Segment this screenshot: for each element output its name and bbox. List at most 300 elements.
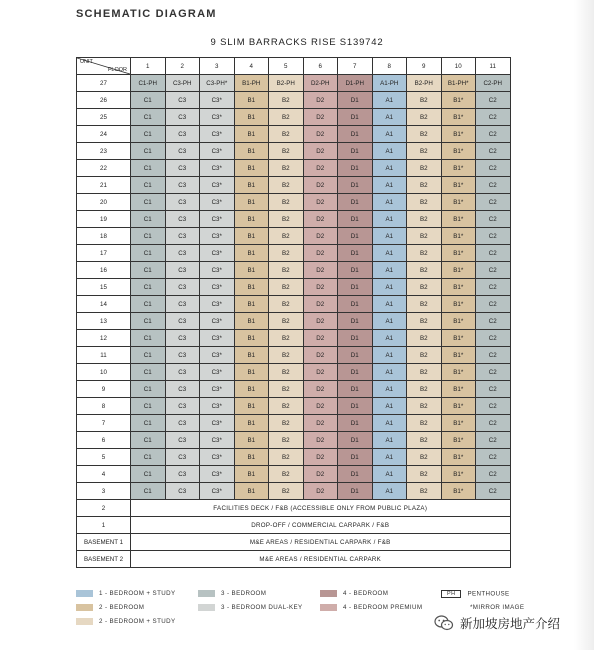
- unit-cell: C3: [165, 211, 200, 228]
- unit-cell: B2: [269, 177, 304, 194]
- floor-row: [77, 551, 511, 568]
- unit-cell: B1*: [441, 313, 476, 330]
- unit-cell: D1: [338, 245, 373, 262]
- unit-cell: C3: [165, 364, 200, 381]
- unit-cell: D2: [303, 313, 338, 330]
- unit-cell: B2: [407, 313, 442, 330]
- unit-cell: C3: [165, 92, 200, 109]
- legend-label: 3 - BEDROOM: [221, 590, 267, 598]
- floor-label: 18: [77, 228, 131, 245]
- unit-column-header: 1: [131, 58, 166, 75]
- table-corner-cell: [77, 58, 131, 75]
- unit-cell: B1*: [441, 415, 476, 432]
- floor-label: BASEMENT 1: [77, 534, 131, 551]
- legend-label: 2 - BEDROOM: [99, 604, 145, 612]
- floor-row: [77, 449, 511, 466]
- unit-cell: C2: [476, 92, 511, 109]
- legend-swatch: [76, 618, 93, 625]
- unit-cell: B2: [407, 177, 442, 194]
- floor-row: [77, 75, 511, 92]
- unit-cell: B2: [407, 296, 442, 313]
- unit-cell: D2: [303, 449, 338, 466]
- floor-label: 9: [77, 381, 131, 398]
- legend-item-3br-dual-key: [198, 604, 303, 611]
- unit-cell: C3: [165, 398, 200, 415]
- unit-cell: C3*: [200, 483, 235, 500]
- unit-cell: D1: [338, 262, 373, 279]
- legend-label: 3 - BEDROOM DUAL-KEY: [221, 604, 303, 612]
- project-address: 9 SLIM BARRACKS RISE S139742: [210, 37, 384, 48]
- unit-cell: D2: [303, 228, 338, 245]
- unit-cell: D1: [338, 279, 373, 296]
- floor-usage-cell: DROP-OFF / COMMERCIAL CARPARK / F&B: [131, 517, 511, 534]
- unit-cell: B2: [407, 92, 442, 109]
- unit-cell: B1: [234, 432, 269, 449]
- unit-cell: B1-PH: [234, 75, 269, 92]
- unit-cell: B1*: [441, 296, 476, 313]
- unit-cell: B1*: [441, 432, 476, 449]
- floor-row: [77, 211, 511, 228]
- unit-cell: B2: [269, 415, 304, 432]
- floor-row: [77, 126, 511, 143]
- unit-cell: C1: [131, 313, 166, 330]
- floor-label: 17: [77, 245, 131, 262]
- unit-cell: B1: [234, 126, 269, 143]
- unit-cell: D2: [303, 415, 338, 432]
- unit-cell: C1: [131, 432, 166, 449]
- floor-row: [77, 279, 511, 296]
- legend-item-2br: [76, 604, 144, 611]
- unit-cell: D1: [338, 211, 373, 228]
- unit-cell: D1: [338, 381, 373, 398]
- unit-cell: B2: [407, 194, 442, 211]
- wechat-account-name: 新加坡房地产介绍: [460, 617, 561, 631]
- floor-row: [77, 194, 511, 211]
- floor-label: 24: [77, 126, 131, 143]
- unit-cell: D1: [338, 432, 373, 449]
- floor-row: [77, 262, 511, 279]
- unit-cell: C3: [165, 449, 200, 466]
- unit-cell: C2: [476, 143, 511, 160]
- unit-cell: C2: [476, 432, 511, 449]
- unit-cell: B2: [407, 211, 442, 228]
- unit-cell: B1: [234, 313, 269, 330]
- unit-cell: C1: [131, 143, 166, 160]
- unit-cell: C1: [131, 398, 166, 415]
- unit-cell: B2: [269, 398, 304, 415]
- floor-label: 22: [77, 160, 131, 177]
- unit-cell: C1: [131, 177, 166, 194]
- unit-cell: A1: [372, 245, 407, 262]
- unit-cell: D2: [303, 296, 338, 313]
- unit-cell: B2: [407, 143, 442, 160]
- unit-cell: C3: [165, 160, 200, 177]
- unit-cell: C3: [165, 330, 200, 347]
- unit-cell: B1*: [441, 211, 476, 228]
- unit-cell: B2: [407, 245, 442, 262]
- unit-cell: D1: [338, 313, 373, 330]
- floor-usage-cell: M&E AREAS / RESIDENTIAL CARPARK / F&B: [131, 534, 511, 551]
- floor-row: [77, 432, 511, 449]
- unit-cell: C3*: [200, 330, 235, 347]
- unit-cell: A1: [372, 432, 407, 449]
- unit-cell: C1: [131, 109, 166, 126]
- unit-column-header: 2: [165, 58, 200, 75]
- unit-cell: D2: [303, 483, 338, 500]
- legend-item-1br-study: [76, 590, 176, 597]
- unit-column-header: 7: [338, 58, 373, 75]
- unit-cell: C2: [476, 313, 511, 330]
- unit-cell: C3*: [200, 347, 235, 364]
- floor-row: [77, 330, 511, 347]
- floor-row: [77, 245, 511, 262]
- unit-cell: C2: [476, 415, 511, 432]
- unit-cell: C3*: [200, 279, 235, 296]
- unit-cell: C3*: [200, 160, 235, 177]
- unit-cell: D2: [303, 330, 338, 347]
- floor-row: [77, 143, 511, 160]
- unit-cell: D1: [338, 398, 373, 415]
- unit-cell: B2: [269, 364, 304, 381]
- unit-cell: B1: [234, 160, 269, 177]
- unit-cell: B2: [407, 109, 442, 126]
- unit-cell: C3*: [200, 313, 235, 330]
- unit-cell: B1-PH*: [441, 75, 476, 92]
- unit-cell: C1: [131, 92, 166, 109]
- floor-label: BASEMENT 2: [77, 551, 131, 568]
- unit-cell: B2: [269, 109, 304, 126]
- unit-cell: D2: [303, 177, 338, 194]
- unit-cell: C3-PH*: [200, 75, 235, 92]
- unit-cell: C3: [165, 466, 200, 483]
- unit-cell: B1: [234, 381, 269, 398]
- floor-row: [77, 160, 511, 177]
- unit-cell: B1: [234, 194, 269, 211]
- unit-cell: C3*: [200, 126, 235, 143]
- floor-label: 15: [77, 279, 131, 296]
- unit-cell: A1: [372, 398, 407, 415]
- unit-cell: B2: [407, 381, 442, 398]
- unit-cell: B2-PH: [269, 75, 304, 92]
- floor-label: 10: [77, 364, 131, 381]
- unit-cell: B2: [269, 466, 304, 483]
- floor-row: [77, 415, 511, 432]
- unit-cell: B1: [234, 92, 269, 109]
- unit-cell: C1: [131, 160, 166, 177]
- unit-cell: B2: [407, 364, 442, 381]
- unit-cell: B1*: [441, 483, 476, 500]
- unit-cell: C1: [131, 415, 166, 432]
- unit-cell: C2: [476, 228, 511, 245]
- unit-cell: D1: [338, 296, 373, 313]
- unit-cell: B2: [269, 330, 304, 347]
- legend-swatch: [198, 604, 215, 611]
- unit-cell: D2: [303, 432, 338, 449]
- unit-cell: B2: [269, 279, 304, 296]
- floor-row: [77, 364, 511, 381]
- unit-cell: B1: [234, 211, 269, 228]
- unit-cell: D2: [303, 143, 338, 160]
- unit-cell: A1: [372, 466, 407, 483]
- wechat-icon: [434, 615, 454, 631]
- floor-label: 7: [77, 415, 131, 432]
- unit-cell: A1: [372, 347, 407, 364]
- unit-cell: D1: [338, 126, 373, 143]
- unit-cell: B2: [269, 262, 304, 279]
- floor-label: 21: [77, 177, 131, 194]
- unit-cell: C2: [476, 126, 511, 143]
- unit-cell: A1: [372, 92, 407, 109]
- unit-cell: C3*: [200, 381, 235, 398]
- floor-row: [77, 177, 511, 194]
- unit-cell: C1: [131, 347, 166, 364]
- unit-cell: B1: [234, 143, 269, 160]
- unit-cell: C2: [476, 364, 511, 381]
- unit-cell: C3*: [200, 211, 235, 228]
- unit-cell: C3*: [200, 398, 235, 415]
- unit-cell: D2: [303, 364, 338, 381]
- floor-row: [77, 466, 511, 483]
- unit-cell: A1: [372, 109, 407, 126]
- unit-cell: B2: [407, 449, 442, 466]
- unit-cell: C2: [476, 211, 511, 228]
- unit-cell: C3*: [200, 262, 235, 279]
- legend-swatch: [320, 590, 337, 597]
- legend-label: 2 - BEDROOM + STUDY: [99, 618, 176, 626]
- unit-cell: D2: [303, 211, 338, 228]
- unit-cell: C2-PH: [476, 75, 511, 92]
- unit-cell: B1*: [441, 177, 476, 194]
- unit-cell: D1: [338, 483, 373, 500]
- legend-item-penthouse: [441, 590, 510, 598]
- legend-item-4br-premium: [320, 604, 422, 611]
- unit-cell: B1: [234, 177, 269, 194]
- unit-cell: D1: [338, 228, 373, 245]
- unit-cell: C3*: [200, 228, 235, 245]
- legend-item-2br-study: [76, 618, 176, 625]
- unit-cell: B1*: [441, 347, 476, 364]
- unit-cell: B2: [269, 296, 304, 313]
- unit-cell: B1: [234, 262, 269, 279]
- legend-item-4br: [320, 590, 388, 597]
- legend-item-3br: [198, 590, 266, 597]
- floor-label: 13: [77, 313, 131, 330]
- unit-cell: B1: [234, 109, 269, 126]
- unit-column-header: 11: [476, 58, 511, 75]
- unit-cell: D2: [303, 279, 338, 296]
- unit-cell: B2: [269, 160, 304, 177]
- unit-cell: B1*: [441, 279, 476, 296]
- unit-cell: C2: [476, 177, 511, 194]
- unit-cell: B2: [269, 449, 304, 466]
- unit-cell: C3: [165, 245, 200, 262]
- unit-cell: B2: [269, 313, 304, 330]
- unit-cell: B2: [269, 126, 304, 143]
- unit-cell: A1: [372, 296, 407, 313]
- floor-label: 23: [77, 143, 131, 160]
- unit-cell: B1*: [441, 160, 476, 177]
- unit-cell: B2: [407, 330, 442, 347]
- unit-cell: C3: [165, 262, 200, 279]
- unit-column-header: 5: [269, 58, 304, 75]
- unit-cell: C3*: [200, 364, 235, 381]
- unit-cell: B2: [407, 415, 442, 432]
- unit-cell: C2: [476, 296, 511, 313]
- unit-cell: A1: [372, 279, 407, 296]
- floor-label: 2: [77, 500, 131, 517]
- unit-cell: C1: [131, 126, 166, 143]
- unit-cell: D2: [303, 262, 338, 279]
- unit-cell: C3: [165, 432, 200, 449]
- floor-label: 11: [77, 347, 131, 364]
- unit-cell: B2: [269, 245, 304, 262]
- floor-label: 1: [77, 517, 131, 534]
- unit-cell: B2: [269, 228, 304, 245]
- legend-label: 1 - BEDROOM + STUDY: [99, 590, 176, 598]
- corner-floor-label: FLOOR: [108, 67, 127, 73]
- unit-cell: C3: [165, 279, 200, 296]
- unit-cell: C3*: [200, 92, 235, 109]
- unit-cell: C3: [165, 296, 200, 313]
- unit-cell: D1: [338, 194, 373, 211]
- unit-column-header: 4: [234, 58, 269, 75]
- unit-cell: B1*: [441, 398, 476, 415]
- unit-column-header: 3: [200, 58, 235, 75]
- page-heading: SCHEMATIC DIAGRAM: [76, 8, 217, 20]
- unit-cell: C3: [165, 347, 200, 364]
- header-row: [77, 58, 511, 75]
- unit-cell: C2: [476, 279, 511, 296]
- unit-cell: D1: [338, 347, 373, 364]
- unit-cell: B1*: [441, 194, 476, 211]
- legend-label: 4 - BEDROOM: [343, 590, 389, 598]
- unit-cell: C2: [476, 381, 511, 398]
- unit-cell: D1: [338, 177, 373, 194]
- unit-cell: B2: [269, 483, 304, 500]
- unit-cell: C2: [476, 398, 511, 415]
- unit-cell: A1: [372, 381, 407, 398]
- unit-cell: B2: [407, 160, 442, 177]
- unit-cell: D2: [303, 381, 338, 398]
- legend-label: PENTHOUSE: [467, 590, 510, 598]
- unit-cell: D1: [338, 466, 373, 483]
- floor-row: [77, 109, 511, 126]
- unit-cell: A1: [372, 211, 407, 228]
- unit-cell: B2: [407, 279, 442, 296]
- floor-label: 16: [77, 262, 131, 279]
- unit-column-header: 8: [372, 58, 407, 75]
- floor-label: 3: [77, 483, 131, 500]
- unit-cell: C3: [165, 228, 200, 245]
- unit-cell: C3: [165, 177, 200, 194]
- unit-cell: C2: [476, 466, 511, 483]
- floor-row: [77, 296, 511, 313]
- penthouse-tag: PH: [441, 590, 461, 598]
- unit-cell: C2: [476, 109, 511, 126]
- unit-cell: B2: [269, 381, 304, 398]
- unit-cell: B2: [269, 211, 304, 228]
- unit-cell: C2: [476, 347, 511, 364]
- unit-cell: C1: [131, 330, 166, 347]
- unit-cell: B1: [234, 245, 269, 262]
- unit-cell: A1: [372, 143, 407, 160]
- unit-cell: C1: [131, 483, 166, 500]
- floor-label: 5: [77, 449, 131, 466]
- legend-swatch: [320, 604, 337, 611]
- floor-row: [77, 381, 511, 398]
- unit-cell: A1: [372, 228, 407, 245]
- unit-cell: A1: [372, 126, 407, 143]
- unit-cell: A1: [372, 262, 407, 279]
- unit-cell: B1: [234, 364, 269, 381]
- unit-cell: B1: [234, 466, 269, 483]
- unit-cell: B2: [269, 143, 304, 160]
- unit-cell: C3: [165, 109, 200, 126]
- unit-cell: D2: [303, 160, 338, 177]
- unit-cell: D1: [338, 143, 373, 160]
- floor-row: [77, 228, 511, 245]
- unit-cell: A1: [372, 415, 407, 432]
- corner-unit-label: UNIT: [80, 59, 93, 65]
- unit-cell: D2: [303, 398, 338, 415]
- floor-row: [77, 398, 511, 415]
- unit-cell: C3: [165, 126, 200, 143]
- unit-cell: A1: [372, 177, 407, 194]
- unit-cell: D1-PH: [338, 75, 373, 92]
- unit-cell: B1*: [441, 126, 476, 143]
- unit-cell: D1: [338, 449, 373, 466]
- unit-cell: B1*: [441, 466, 476, 483]
- page-edge-shadow: [574, 0, 594, 650]
- unit-cell: C2: [476, 449, 511, 466]
- legend-swatch: [76, 590, 93, 597]
- floor-label: 12: [77, 330, 131, 347]
- unit-cell: B2: [407, 347, 442, 364]
- unit-cell: C1: [131, 228, 166, 245]
- unit-cell: B1*: [441, 143, 476, 160]
- floor-label: 27: [77, 75, 131, 92]
- unit-cell: D1: [338, 364, 373, 381]
- unit-cell: C1: [131, 262, 166, 279]
- schematic-table: [76, 57, 511, 568]
- floor-label: 6: [77, 432, 131, 449]
- unit-cell: B1*: [441, 449, 476, 466]
- unit-cell: C2: [476, 262, 511, 279]
- unit-cell: B1*: [441, 245, 476, 262]
- unit-cell: B1*: [441, 330, 476, 347]
- unit-cell: C2: [476, 483, 511, 500]
- unit-cell: C1: [131, 296, 166, 313]
- unit-cell: D1: [338, 160, 373, 177]
- unit-cell: C3*: [200, 432, 235, 449]
- unit-cell: B2: [407, 483, 442, 500]
- unit-cell: C1: [131, 364, 166, 381]
- unit-cell: A1: [372, 194, 407, 211]
- wechat-watermark: [434, 614, 560, 632]
- legend-swatch: [76, 604, 93, 611]
- unit-cell: A1: [372, 313, 407, 330]
- floor-row: [77, 517, 511, 534]
- floor-usage-cell: M&E AREAS / RESIDENTIAL CARPARK: [131, 551, 511, 568]
- unit-cell: C1-PH: [131, 75, 166, 92]
- unit-column-header: 10: [441, 58, 476, 75]
- unit-cell: C3*: [200, 415, 235, 432]
- unit-cell: D2: [303, 109, 338, 126]
- floor-label: 8: [77, 398, 131, 415]
- unit-cell: C1: [131, 466, 166, 483]
- unit-cell: C3: [165, 381, 200, 398]
- unit-cell: C3: [165, 143, 200, 160]
